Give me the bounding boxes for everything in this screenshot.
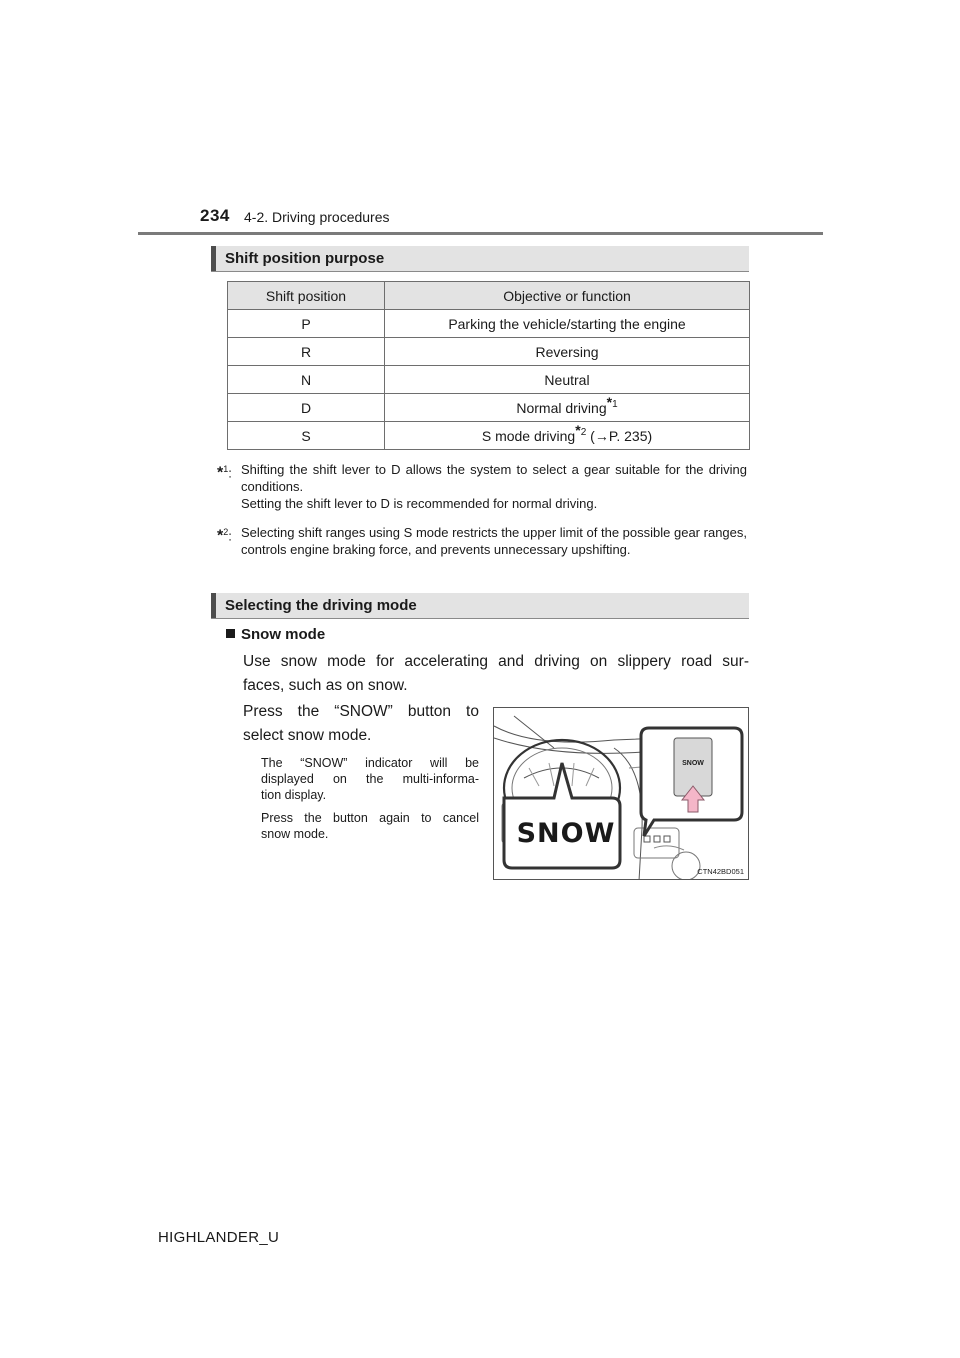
text-line: Press the “SNOW” button to bbox=[243, 703, 479, 720]
footnote-key: *$^2$: bbox=[217, 527, 232, 545]
text-line: Use snow mode for accelerating and driving on slippery road sur- bbox=[243, 653, 749, 670]
cell-position: N bbox=[228, 366, 385, 394]
cell-position: D bbox=[228, 394, 385, 422]
text-line: The “SNOW” indicator will be bbox=[261, 756, 479, 770]
shift-position-table bbox=[227, 281, 750, 450]
footer-model: HIGHLANDER_U bbox=[158, 1229, 280, 1246]
snow-button-illustration bbox=[493, 707, 749, 880]
heading-marker bbox=[211, 246, 216, 271]
section-heading-text: Selecting the driving mode bbox=[225, 597, 417, 614]
table-row bbox=[228, 422, 750, 450]
column-header-objective: Objective or function bbox=[385, 282, 750, 310]
dashboard-drawing bbox=[494, 708, 749, 880]
footnote-marker: *1 bbox=[606, 393, 618, 410]
table-row bbox=[228, 394, 750, 422]
section-heading-text: Shift position purpose bbox=[225, 250, 385, 267]
cell-function: S mode driving$^{*2}$ (→P. 235) bbox=[385, 422, 750, 450]
text-line: Press the button again to cancel bbox=[261, 811, 479, 825]
table-row bbox=[228, 338, 750, 366]
cell-position: R bbox=[228, 338, 385, 366]
cancel-note bbox=[261, 810, 479, 842]
arrow-right-icon: → bbox=[594, 427, 609, 444]
snow-callout-label: SNOW bbox=[516, 818, 616, 849]
snow-mode-intro bbox=[243, 650, 749, 698]
text-line: tion display. bbox=[261, 788, 327, 802]
cell-position: P bbox=[228, 310, 385, 338]
figure-code: CTN42BD051 bbox=[697, 867, 744, 876]
table-header-row bbox=[228, 282, 750, 310]
section-heading-shift-position bbox=[211, 246, 749, 272]
text-line: select snow mode. bbox=[243, 727, 372, 744]
text-line: faces, such as on snow. bbox=[243, 677, 408, 694]
column-header-shift-position: Shift position bbox=[228, 282, 385, 310]
press-instruction bbox=[243, 700, 479, 748]
function-text: Normal driving bbox=[516, 399, 607, 416]
section-heading-driving-mode bbox=[211, 593, 749, 619]
table-row bbox=[228, 366, 750, 394]
cell-function: Neutral bbox=[385, 366, 750, 394]
footnote-text: Selecting shift ranges using S mode restricts the upper limit of the possible gear ranges, controls engine braking force, and prevents unnecessary upshifting. bbox=[241, 525, 747, 557]
footnote-marker: *2 bbox=[575, 421, 587, 438]
indicator-note bbox=[261, 755, 479, 803]
text-line: snow mode. bbox=[261, 827, 329, 841]
snow-button-label: SNOW bbox=[682, 760, 704, 767]
header-divider bbox=[138, 232, 823, 235]
cell-position: S bbox=[228, 422, 385, 450]
cell-function: Reversing bbox=[385, 338, 750, 366]
page-reference-link[interactable]: P. 235 bbox=[608, 427, 648, 444]
callout-bubble bbox=[504, 763, 620, 868]
footnote-text-2: Setting the shift lever to D is recommended for normal driving. bbox=[241, 496, 598, 511]
subheading-snow-mode: Snow mode bbox=[226, 626, 325, 643]
text-line: displayed on the multi-informa- bbox=[261, 772, 479, 786]
page-number: 234 bbox=[200, 206, 230, 225]
footnote-1 bbox=[217, 461, 747, 512]
function-text: S mode driving bbox=[481, 427, 576, 444]
cell-function: Parking the vehicle/starting the engine bbox=[385, 310, 750, 338]
chapter-section-title: 4-2. Driving procedures bbox=[244, 209, 390, 225]
heading-marker bbox=[211, 593, 216, 618]
square-bullet-icon bbox=[226, 629, 235, 638]
footnote-text: Shifting the shift lever to D allows the system to select a gear suitable for the driving conditions. bbox=[241, 462, 747, 494]
cell-function bbox=[385, 394, 750, 422]
table-row bbox=[228, 310, 750, 338]
footnote-key: *$^1$: bbox=[217, 464, 232, 482]
footnote-2 bbox=[217, 524, 747, 558]
